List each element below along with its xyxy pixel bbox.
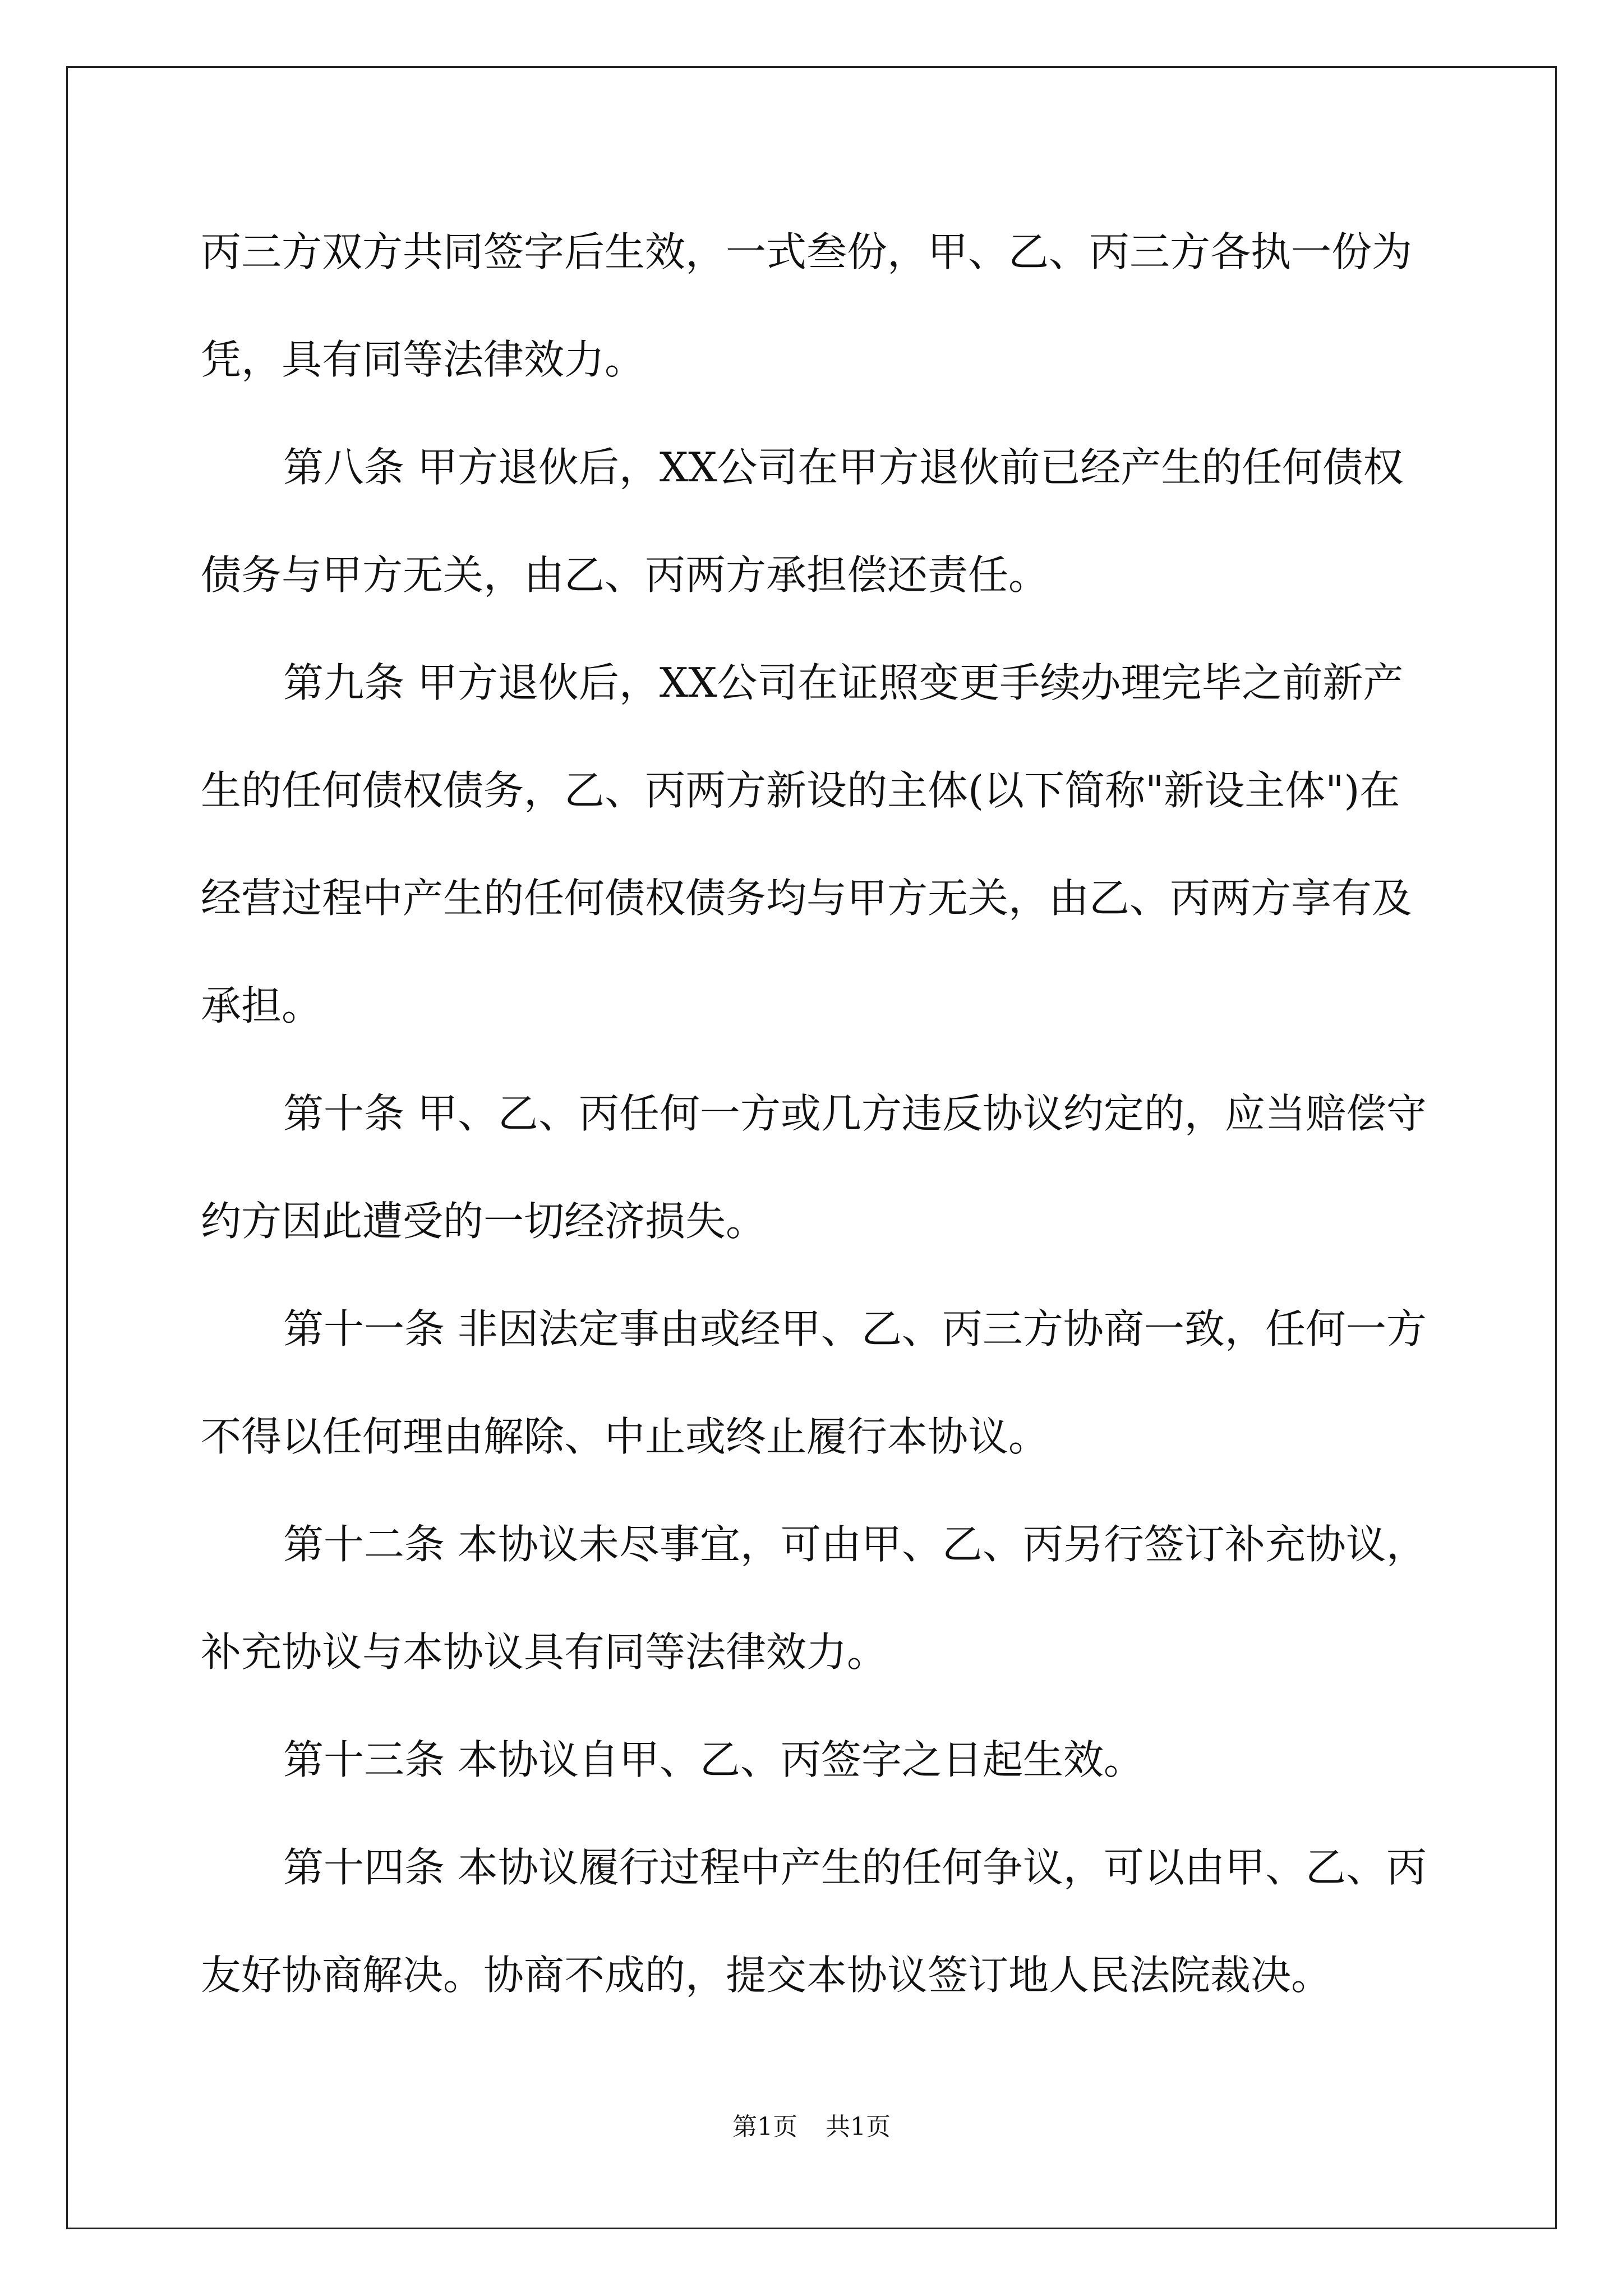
paragraph-line: 第十二条 本协议未尽事宜，可由甲、乙、丙另行签订补充协议， bbox=[283, 1521, 1427, 1568]
page-total: 共1页 bbox=[826, 2113, 891, 2141]
paragraph-line: 补充协议与本协议具有同等法律效力。 bbox=[201, 1628, 888, 1676]
paragraph-line: 丙三方双方共同签字后生效，一式叁份，甲、乙、丙三方各执一份为 bbox=[201, 228, 1413, 275]
paragraph-line: 第十一条 非因法定事由或经甲、乙、丙三方协商一致，任何一方 bbox=[283, 1305, 1427, 1352]
paragraph-line: 约方因此遭受的一切经济损失。 bbox=[201, 1198, 767, 1245]
paragraph-line: 经营过程中产生的任何债权债务均与甲方无关，由乙、丙两方享有及 bbox=[201, 875, 1413, 922]
page-border bbox=[66, 66, 1557, 2229]
paragraph-line: 第十三条 本协议自甲、乙、丙签字之日起生效。 bbox=[283, 1736, 1144, 1783]
paragraph-line: 债务与甲方无关，由乙、丙两方承担偿还责任。 bbox=[201, 551, 1049, 599]
paragraph-line: 第十四条 本协议履行过程中产生的任何争议，可以由甲、乙、丙 bbox=[283, 1844, 1427, 1891]
paragraph-line: 第九条 甲方退伙后，XX公司在证照变更手续办理完毕之前新产 bbox=[283, 659, 1404, 706]
paragraph-line: 友好协商解决。协商不成的，提交本协议签订地人民法院裁决。 bbox=[201, 1952, 1332, 1999]
paragraph-line: 第十条 甲、乙、丙任何一方或几方违反协议约定的，应当赔偿守 bbox=[283, 1090, 1427, 1137]
paragraph-line: 第八条 甲方退伙后，XX公司在甲方退伙前已经产生的任何债权 bbox=[283, 444, 1404, 491]
page-footer bbox=[0, 2106, 1623, 2142]
paragraph-line: 凭，具有同等法律效力。 bbox=[201, 336, 645, 383]
paragraph-line: 不得以任何理由解除、中止或终止履行本协议。 bbox=[201, 1413, 1049, 1460]
paragraph-line: 生的任何债权债务，乙、丙两方新设的主体(以下简称"新设主体")在 bbox=[201, 767, 1400, 814]
paragraph-line: 承担。 bbox=[201, 982, 322, 1029]
page-number: 第1页 bbox=[732, 2113, 797, 2141]
